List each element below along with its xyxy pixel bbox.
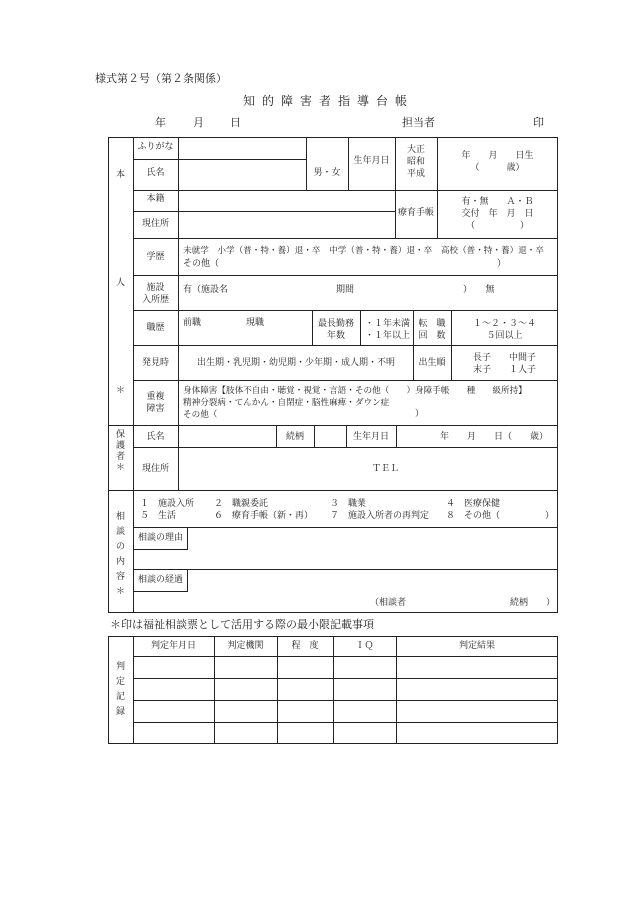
table-rule-line — [133, 490, 134, 613]
header-officer: 担当者 — [402, 116, 435, 129]
education-label: 学歴 — [146, 252, 165, 262]
job-changes-value: １～２・３～４ ５回以上 — [472, 319, 536, 341]
table-rule-line — [108, 425, 558, 426]
table-rule-line — [306, 137, 307, 190]
judgement-col-iq: ＩＱ — [355, 641, 374, 651]
prev-job-label: 前職 — [183, 318, 202, 328]
facility-period: 期間 — [336, 285, 355, 295]
job-changes-label: 転 職 回 数 — [418, 319, 446, 341]
table-rule-line — [133, 275, 558, 276]
table-rule-line — [178, 425, 179, 490]
consultant-label: （相談者 — [370, 598, 407, 608]
person-section-label-3: ＊ — [115, 386, 125, 396]
table-rule-line — [133, 722, 558, 723]
consult-item-8: ８ その他（ — [446, 511, 501, 521]
table-rule-line — [178, 137, 179, 426]
facility-label: 施設 入所歴 — [141, 283, 169, 305]
judgement-col-date: 判定年月日 — [150, 641, 196, 651]
guardian-residence-label: 現住所 — [141, 464, 169, 474]
honseki-label: 本籍 — [146, 194, 165, 204]
table-rule-line — [133, 190, 558, 191]
work-label: 職歴 — [146, 323, 165, 333]
consult-item-2: ２ 職親委託 — [214, 499, 269, 509]
consult-item-5: ５ 生活 — [140, 511, 177, 521]
guardian-birth-value: 年 月 日（ 歳） — [440, 432, 549, 442]
gender-options: 男・女 — [313, 168, 341, 178]
header-day: 日 — [230, 116, 241, 129]
page-title: 知的障害者指導台帳 — [243, 94, 415, 108]
person-section-label-1: 本 — [115, 170, 125, 180]
consult-process-label: 相談の経過 — [137, 575, 183, 585]
education-other: その他（ — [183, 259, 220, 269]
facility-close: ） 無 — [463, 285, 495, 295]
consult-item-1: １ 施設入所 — [140, 499, 195, 509]
guardian-relation-label: 続柄 — [285, 432, 304, 442]
consult-item-6: ６ 療育手帳（新・再） — [214, 511, 314, 521]
table-rule-line — [133, 238, 558, 239]
table-rule-line — [133, 569, 558, 570]
multi-close: ） — [415, 409, 425, 419]
handbook-value: 有・無 Ａ・Ｂ 交付 年 月 日 （ ） — [461, 197, 534, 231]
consultant-relation-label: 続柄 ） — [510, 598, 556, 608]
consult-item-4: ４ 医療保健 — [446, 499, 501, 509]
table-rule-line — [133, 527, 558, 528]
guardian-section-label: 保 護 者 ＊ — [115, 430, 125, 473]
birthdate-label: 生年月日 — [353, 156, 390, 166]
judgement-section-label: 判 定 記 録 — [115, 662, 125, 717]
discovery-value: 出生期・乳児期・幼児期・少年期・成人期・不明 — [197, 358, 396, 368]
table-rule-line — [360, 310, 361, 345]
multi-value: 身体障害【肢体不自由・聴覚・視覚・言語・その他（ ）身障手帳 種 級所持】 精神分裂病・てんかん・自閉症・脳性麻痺・ダウン症 その他（ — [183, 386, 527, 420]
table-rule-line — [133, 345, 558, 346]
consult-item-3: ３ 職業 — [330, 499, 367, 509]
guardian-birthdate-label: 生年月日 — [352, 432, 389, 442]
facility-value: 有（施設名 — [183, 285, 229, 295]
table-rule-line — [108, 490, 558, 491]
guardian-name-label: 氏名 — [146, 432, 165, 442]
longest-label: 最長勤務 年数 — [317, 319, 354, 341]
judgement-col-result: 判定結果 — [458, 641, 495, 651]
table-rule-line — [133, 211, 395, 212]
era-options: 大正 昭和 平成 — [406, 145, 425, 179]
residence-label: 現住所 — [141, 219, 169, 229]
discovery-label: 発見時 — [141, 358, 169, 368]
consult-reason-label: 相談の理由 — [137, 533, 183, 543]
handbook-label: 療育手帳 — [397, 208, 434, 218]
person-section-label-2: 人 — [115, 278, 125, 288]
consult-item-7: ７ 施設入所者の再判定 — [330, 511, 430, 521]
education-other-close: ） — [497, 259, 507, 269]
header-month: 月 — [193, 116, 204, 129]
judgement-col-agency: 判定機関 — [227, 641, 264, 651]
birth-order-value: 長子 中間子 末子 １人子 — [472, 353, 536, 375]
birth-order-label: 出生順 — [418, 358, 446, 368]
guardian-tel-label: ＴＥＬ — [372, 464, 400, 474]
header-year: 年 — [155, 116, 166, 129]
birth-age: （ 歳） — [470, 163, 525, 173]
education-value: 未就学 小学（普・特・養）退・卒 中学（普・特・養）退・卒 高校（普・特・養）退・卒 — [183, 246, 544, 256]
consult-section-label: 相 談 の 内 容 ＊ — [115, 512, 125, 597]
form-number: 様式第２号（第２条関係） — [95, 72, 227, 85]
consult-item-8-close: ） — [545, 511, 555, 521]
note-text: ＊印は福祉相談票として活用する際の最小限記載事項 — [110, 618, 374, 631]
furigana-label: ふりがな — [137, 142, 174, 152]
table-rule-line — [133, 447, 558, 448]
cur-job-label: 現職 — [246, 318, 265, 328]
table-rule-line — [133, 380, 558, 381]
table-rule-line — [396, 425, 397, 447]
table-rule-line — [133, 310, 558, 311]
name-label: 氏名 — [146, 168, 165, 178]
table-rule-line — [314, 425, 315, 447]
table-rule-line — [133, 159, 306, 160]
birth-ymd: 年 月 日生 — [461, 151, 534, 161]
header-seal: 印 — [533, 116, 544, 129]
years-options: ・１年未満 ・１年以上 — [365, 319, 411, 341]
table-rule-line — [133, 656, 558, 657]
multi-label: 重複 障害 — [146, 392, 165, 414]
table-rule-line — [133, 700, 558, 701]
judgement-col-degree: 程 度 — [291, 641, 319, 651]
table-rule-line — [133, 678, 558, 679]
